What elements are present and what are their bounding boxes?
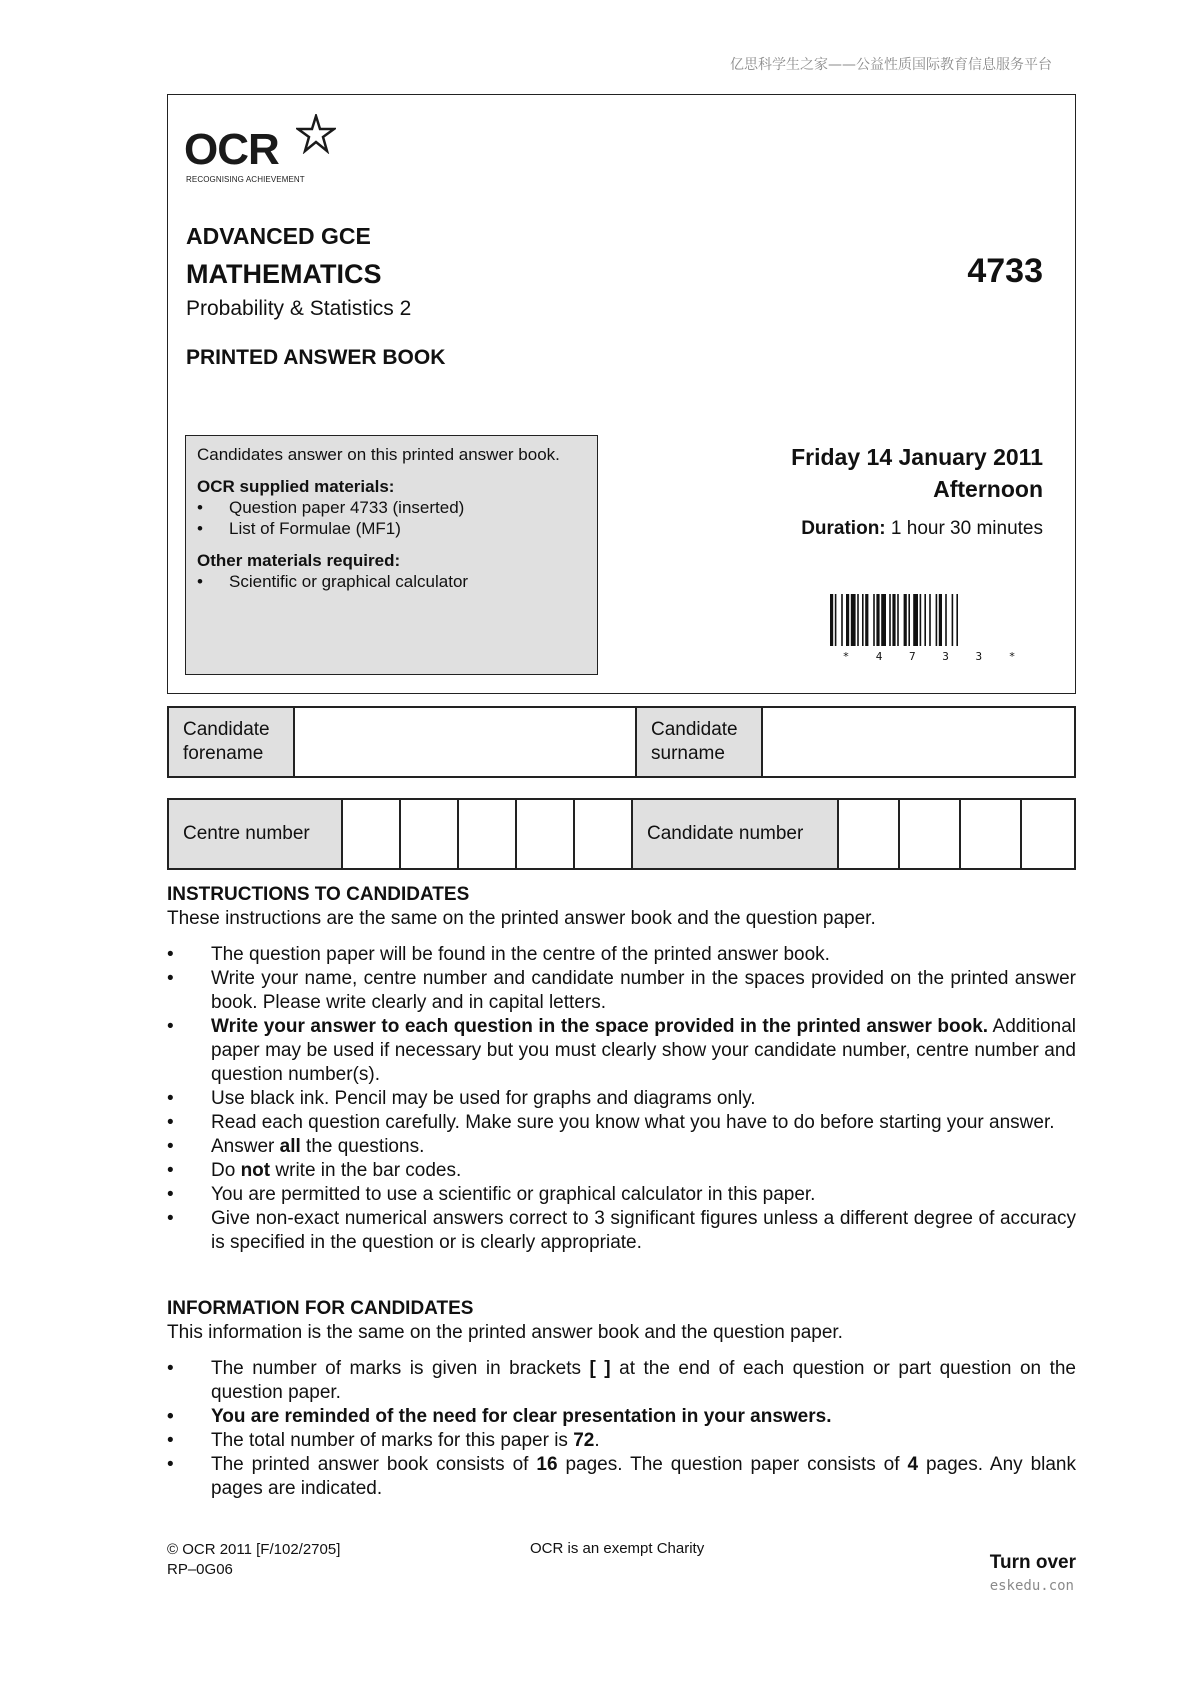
barcode-text: * 4 7 3 3 * xyxy=(842,650,1026,662)
supplied-item: • Question paper 4733 (inserted) xyxy=(197,498,465,517)
barcode-bar xyxy=(851,594,856,646)
candidate-number-box[interactable] xyxy=(837,800,898,868)
duration-value: 1 hour 30 minutes xyxy=(890,518,1043,539)
barcode-bar xyxy=(862,594,864,646)
barcode-bar xyxy=(924,594,926,646)
materials-box xyxy=(185,435,598,675)
exam-session: Afternoon xyxy=(933,476,1043,502)
barcode-bar xyxy=(956,594,958,646)
watermark-header: 亿思科学生之家——公益性质国际教育信息服务平台 xyxy=(730,57,1052,73)
watermark-footer: eskedu.con xyxy=(989,1578,1074,1594)
instruction-item: • Give non-exact numerical answers correct to 3 significant figures unless a different degree of accuracy is specified in the question or is clearly appropriate. xyxy=(167,1208,1076,1253)
barcode-bar xyxy=(913,594,918,646)
information-item: • The number of marks is given in brackets [ ] at the end of each question or part question on the question paper. xyxy=(167,1358,1077,1403)
instructions-heading: INSTRUCTIONS TO CANDIDATES xyxy=(167,884,470,905)
information-list xyxy=(167,1357,1076,1501)
barcode-bar xyxy=(945,594,947,646)
instruction-item: • Answer all the questions. xyxy=(167,1136,425,1157)
centre-number-box[interactable] xyxy=(457,800,515,868)
forename-label: Candidate forename xyxy=(169,708,295,776)
information-subheading: This information is the same on the printed answer book and the question paper. xyxy=(167,1322,843,1343)
book-title: PRINTED ANSWER BOOK xyxy=(186,346,446,369)
instruction-item: • Write your name, centre number and candidate number in the spaces provided on the printed answer book. Please write clearly and in capital letters. xyxy=(167,968,1076,1013)
instruction-item: • You are permitted to use a scientific or graphical calculator in this paper. xyxy=(167,1184,816,1205)
barcode-bar xyxy=(929,594,931,646)
candidate-number-label: Candidate number xyxy=(631,800,837,868)
centre-number-box[interactable] xyxy=(341,800,399,868)
centre-candidate-table xyxy=(167,798,1076,870)
qualification-level: ADVANCED GCE xyxy=(186,223,371,249)
exam-date: Friday 14 January 2011 xyxy=(791,444,1043,470)
unit-title: Probability & Statistics 2 xyxy=(186,297,412,320)
barcode-bar xyxy=(881,594,886,646)
materials-intro: Candidates answer on this printed answer book. xyxy=(197,445,560,464)
instructions-subheading: These instructions are the same on the printed answer book and the question paper. xyxy=(167,908,876,929)
other-item: • Scientific or graphical calculator xyxy=(197,572,469,591)
information-heading: INFORMATION FOR CANDIDATES xyxy=(167,1298,474,1319)
instruction-item: • Use black ink. Pencil may be used for graphs and diagrams only. xyxy=(167,1088,756,1109)
barcode-bar xyxy=(908,594,910,646)
barcode-bar xyxy=(841,594,843,646)
barcode-bar xyxy=(876,594,879,646)
exam-duration xyxy=(801,518,1043,540)
centre-number-box[interactable] xyxy=(515,800,573,868)
barcode-bar xyxy=(936,594,938,646)
centre-number-label: Centre number xyxy=(169,800,341,868)
barcode-bar xyxy=(835,594,837,646)
information-item: • The printed answer book consists of 16 pages. The question paper consists of 4 pages. Any blank pages are indicated. xyxy=(167,1454,1077,1499)
information-item: • The total number of marks for this paper is 72. xyxy=(167,1430,600,1451)
charity-note: OCR is an exempt Charity xyxy=(530,1540,705,1557)
candidate-number-box[interactable] xyxy=(959,800,1020,868)
other-heading: Other materials required: xyxy=(197,551,401,570)
logo-wordmark: OCR xyxy=(184,125,279,174)
reference: RP–0G06 xyxy=(167,1561,233,1578)
ocr-logo xyxy=(184,112,354,188)
instructions-list xyxy=(167,943,1076,1255)
surname-label: Candidate surname xyxy=(637,708,763,776)
candidate-number-box[interactable] xyxy=(1020,800,1074,868)
barcode-bar xyxy=(892,594,895,646)
barcode-bar xyxy=(830,594,833,646)
barcode-bar xyxy=(857,594,859,646)
barcode-bar xyxy=(865,594,868,646)
barcode xyxy=(828,594,1040,662)
instruction-item: • Read each question carefully. Make sure you know what you have to do before starting your answer. xyxy=(167,1112,1055,1133)
centre-number-box[interactable] xyxy=(573,800,631,868)
star-icon xyxy=(296,114,336,154)
duration-label: Duration: xyxy=(801,518,886,539)
bullet: • xyxy=(197,498,203,517)
candidate-number-box[interactable] xyxy=(898,800,959,868)
barcode-bar xyxy=(952,594,954,646)
instruction-item: • The question paper will be found in the centre of the printed answer book. xyxy=(167,944,830,965)
supplied-heading: OCR supplied materials: xyxy=(197,477,395,496)
barcode-bar xyxy=(897,594,899,646)
paper-code: 4733 xyxy=(967,252,1043,290)
surname-field[interactable] xyxy=(763,708,1074,776)
bullet: • xyxy=(197,572,203,591)
barcode-bar xyxy=(873,594,875,646)
barcode-bar xyxy=(846,594,849,646)
instruction-item: • Do not write in the bar codes. xyxy=(167,1160,462,1181)
barcode-bar xyxy=(889,594,891,646)
subject-title: MATHEMATICS xyxy=(186,259,382,289)
candidate-name-table xyxy=(167,706,1076,778)
exam-date-block xyxy=(791,441,1043,505)
barcode-bar xyxy=(939,594,942,646)
forename-field[interactable] xyxy=(295,708,637,776)
copyright: © OCR 2011 [F/102/2705] xyxy=(167,1541,341,1558)
logo-tagline: RECOGNISING ACHIEVEMENT xyxy=(186,175,305,184)
supplied-item: • List of Formulae (MF1) xyxy=(197,519,401,538)
barcode-bar xyxy=(904,594,907,646)
instruction-item: • Write your answer to each question in the space provided in the printed answer book. Additional paper may be used if necessary but you must clearly show your candidate number, centre number and question number(s). xyxy=(167,1016,1076,1085)
centre-number-box[interactable] xyxy=(399,800,457,868)
barcode-bar xyxy=(920,594,922,646)
information-item: • You are reminded of the need for clear presentation in your answers. xyxy=(167,1406,832,1427)
footer-left xyxy=(167,1540,340,1580)
bullet: • xyxy=(197,519,203,538)
turn-over: Turn over xyxy=(989,1552,1076,1573)
